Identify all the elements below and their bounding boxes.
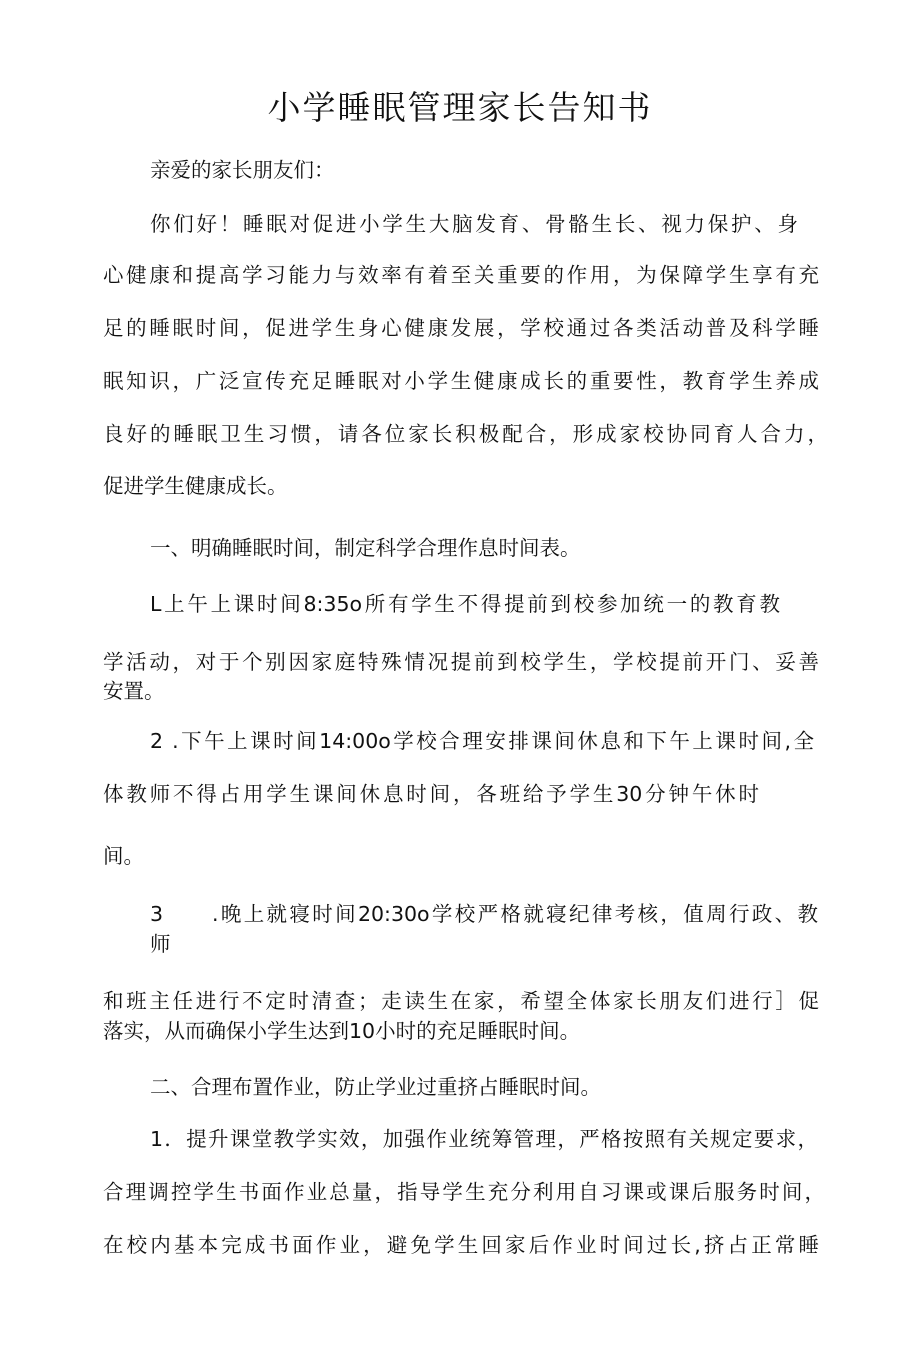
greeting: 亲爱的家长朋友们： xyxy=(150,158,335,182)
intro-line-2: 心健康和提高学习能力与效率有着至关重要的作用，为保障学生享有充 xyxy=(103,263,819,287)
section2-item1-line-3: 在校内基本完成书面作业，避免学生回家后作业时间过长,挤占正常睡 xyxy=(103,1233,819,1257)
section1-item3-line-4: 落实，从而确保小学生达到10小时的充足睡眠时间。 xyxy=(103,1019,581,1043)
section1-heading: 一、明确睡眠时间，制定科学合理作息时间表。 xyxy=(150,536,581,560)
section1-item2-line-3: 间。 xyxy=(103,844,144,868)
section2-heading: 二、合理布置作业，防止学业过重挤占睡眠时间。 xyxy=(150,1075,601,1099)
intro-line-1: 你们好！睡眠对促进小学生大脑发育、骨骼生长、视力保护、身 xyxy=(150,212,798,236)
section1-item3-line-3: 和班主任进行不定时清查；走读生在家，希望全体家长朋友们进行］促 xyxy=(103,989,819,1013)
intro-line-4: 眠知识，广泛宣传充足睡眠对小学生健康成长的重要性，教育学生养成 xyxy=(103,369,819,393)
intro-line-5: 良好的睡眠卫生习惯，请各位家长积极配合，形成家校协同育人合力， xyxy=(103,422,828,446)
section2-item1-line-1: 1．提升课堂教学实效，加强作业统筹管理，严格按照有关规定要求， xyxy=(150,1127,818,1151)
intro-line-6: 促进学生健康成长。 xyxy=(103,474,288,498)
section1-item2-line-1: 2 .下午上课时间14:00o学校合理安排课间休息和下午上课时间,全 xyxy=(150,729,814,753)
section1-item3-line-1: .晚上就寝时间20:30o学校严格就寝纪律考核，值周行政、教 xyxy=(212,902,818,926)
intro-line-3: 足的睡眠时间，促进学生身心健康发展，学校通过各类活动普及科学睡 xyxy=(103,316,819,340)
section1-item3-line-2: 师 xyxy=(150,932,171,956)
section1-item3-number: 3 xyxy=(150,902,164,926)
section1-item1-line-1: L上午上课时间8:35o所有学生不得提前到校参加统一的教育教 xyxy=(150,592,780,616)
section1-item1-line-3: 安置。 xyxy=(103,679,165,703)
section1-item1-line-2: 学活动，对于个别因家庭特殊情况提前到校学生，学校提前开门、妥善 xyxy=(103,650,819,674)
document-title: 小学睡眠管理家长告知书 xyxy=(267,88,653,127)
section1-item2-line-2: 体教师不得占用学生课间休息时间，各班给予学生30分钟午休时 xyxy=(103,782,759,806)
section2-item1-line-2: 合理调控学生书面作业总量，指导学生充分利用自习课或课后服务时间， xyxy=(103,1180,825,1204)
